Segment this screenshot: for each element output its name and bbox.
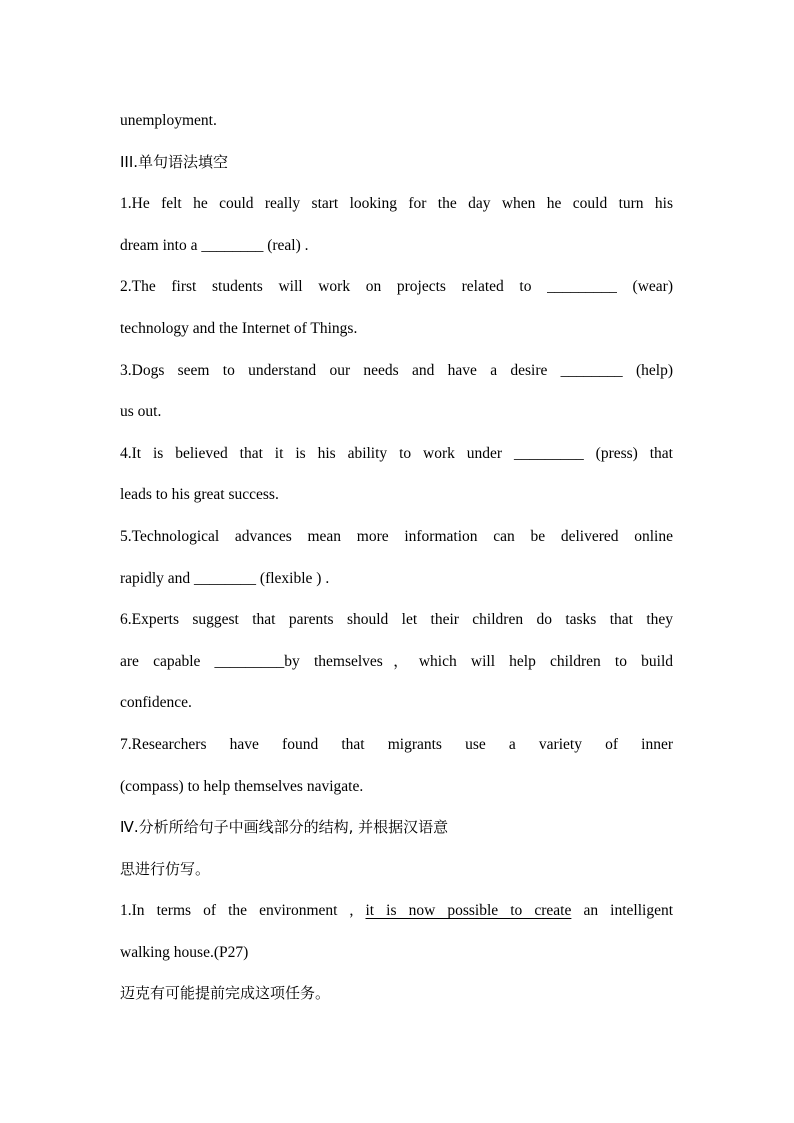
question-6-line-3: confidence.	[120, 694, 192, 712]
question-3-line-1: 3.Dogs seem to understand our needs and have a desire ________ (help)	[120, 361, 673, 379]
question-5-line-2: rapidly and ________ (flexible ) .	[120, 569, 330, 587]
question-4-line-2: leads to his great success.	[120, 486, 279, 504]
example-1-line-1	[120, 890, 673, 932]
question-7-line-2: (compass) to help themselves navigate.	[120, 777, 364, 795]
underlined-structure: it is now possible to create	[365, 902, 572, 920]
text-line: unemployment.	[120, 112, 217, 129]
question-1-line-2: dream into a ________ (real) .	[120, 236, 309, 254]
example-1-line-2: walking house.(P27)	[120, 943, 249, 961]
question-6-line-2: are capable _________by themselves，which will help children to build	[120, 652, 673, 670]
question-2-line-2: technology and the Internet of Things.	[120, 319, 358, 337]
question-2-line-1: 2.The first students will work on projects related to _________ (wear)	[120, 278, 673, 296]
example-1-prefix: 1.In terms of the environment ,	[120, 902, 354, 920]
section-heading-iv: Ⅳ.分析所给句子中画线部分的结构, 并根据汉语意	[120, 818, 449, 837]
document-page	[120, 100, 673, 1015]
example-1-translation-prompt: 迈克有可能提前完成这项任务。	[120, 984, 331, 1003]
question-3-line-2: us out.	[120, 403, 162, 421]
section-heading-iii: III.单句语法填空	[120, 152, 229, 171]
question-6-line-1: 6.Experts suggest that parents should let their children do tasks that they	[120, 611, 673, 629]
question-7-line-1: 7.Researchers have found that migrants use a variety of inner	[120, 735, 673, 753]
question-1-line-1: 1.He felt he could really start looking for the day when he could turn his	[120, 195, 673, 213]
question-5-line-1: 5.Technological advances mean more information can be delivered online	[120, 527, 673, 545]
section-heading-iv-cont: 思进行仿写。	[120, 859, 211, 878]
example-1-suffix: an intelligent	[583, 902, 674, 920]
question-4-line-1: 4.It is believed that it is his ability to work under _________ (press) that	[120, 444, 673, 462]
